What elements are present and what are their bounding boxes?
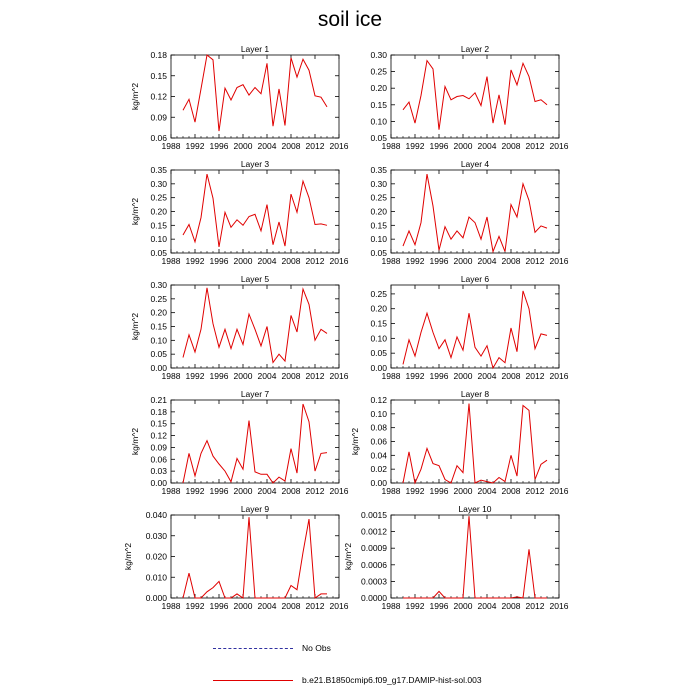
layer-6-x-tick-label: 2016 — [549, 371, 569, 381]
layer-8-x-tick-label: 2012 — [525, 486, 545, 496]
layer-9-y-tick-label: 0.020 — [145, 551, 167, 562]
layer-8-x-tick-label: 2004 — [477, 486, 497, 496]
layer-4-y-tick-label: 0.25 — [370, 192, 387, 203]
layer-10-ylabel: kg/m^2 — [343, 542, 353, 571]
layer-10-y-tick-label: 0.0000 — [361, 593, 387, 603]
layer-10-x-tick-label: 1992 — [405, 601, 425, 611]
layer-7-x-tick-label: 2008 — [281, 486, 301, 496]
layer-3-y-tick-label: 0.15 — [150, 220, 167, 231]
layer-8-y-tick-label: 0.12 — [370, 395, 387, 405]
layer-2-y-tick-label: 0.25 — [370, 66, 387, 77]
layer-8-series-line — [403, 404, 547, 484]
layer-1-y-tick-label: 0.15 — [150, 70, 167, 81]
layer-4-x-tick-label: 2016 — [549, 256, 569, 266]
layer-7-y-tick-label: 0.21 — [150, 395, 167, 405]
layer-1-x-tick-label: 2008 — [281, 141, 301, 151]
layer-6-title: Layer 6 — [460, 274, 490, 284]
layer-9-x-tick-label: 2012 — [305, 601, 325, 611]
layer-1-ylabel: kg/m^2 — [130, 82, 140, 111]
layer-3-x-tick-label: 2004 — [257, 256, 277, 266]
layer-3-y-tick-label: 0.05 — [150, 248, 167, 258]
layer-5-x-tick-label: 1988 — [161, 371, 181, 381]
layer-5-y-tick-label: 0.30 — [150, 280, 167, 290]
layer-8-y-tick-label: 0.00 — [370, 478, 387, 488]
layer-10-x-tick-label: 2016 — [549, 601, 569, 611]
layer-1-x-tick-label: 2004 — [257, 141, 277, 151]
layer-9-y-tick-label: 0.030 — [145, 530, 167, 541]
layer-4-x-tick-label: 1996 — [429, 256, 449, 266]
layer-1-x-tick-label: 1988 — [161, 141, 181, 151]
layer-7-y-tick-label: 0.00 — [150, 478, 167, 488]
layer-5-x-tick-label: 2012 — [305, 371, 325, 381]
layer-3-series-line — [183, 174, 327, 247]
layer-10-x-tick-label: 2012 — [525, 601, 545, 611]
layer-6-x-tick-label: 1996 — [429, 371, 449, 381]
layer-5-title: Layer 5 — [240, 274, 270, 284]
layer-7-y-tick-label: 0.15 — [150, 418, 167, 429]
layer-8-y-tick-label: 0.04 — [370, 450, 387, 461]
layer-3-ylabel: kg/m^2 — [130, 197, 140, 226]
layer-6-x-tick-label: 2012 — [525, 371, 545, 381]
layer-8-x-tick-label: 1988 — [381, 486, 401, 496]
layer-3-x-tick-label: 2012 — [305, 256, 325, 266]
layer-8-x-tick-label: 1992 — [405, 486, 425, 496]
layer-8-y-tick-label: 0.08 — [370, 422, 387, 433]
layer-10-title: Layer 10 — [458, 504, 492, 514]
layer-8-y-tick-label: 0.02 — [370, 464, 387, 475]
layer-6-y-tick-label: 0.25 — [370, 288, 387, 299]
layer-1-x-tick-label: 1996 — [209, 141, 229, 151]
layer-5-x-tick-label: 1992 — [185, 371, 205, 381]
layer-3-title: Layer 3 — [240, 159, 270, 169]
layer-8-x-tick-label: 2016 — [549, 486, 569, 496]
layer-8-x-tick-label: 1996 — [429, 486, 449, 496]
layer-5-x-tick-label: 1996 — [209, 371, 229, 381]
legend-obs-label: No Obs — [302, 643, 331, 653]
layer-8-x-tick-label: 2008 — [501, 486, 521, 496]
layer-4-y-tick-label: 0.20 — [370, 206, 387, 217]
layer-5-y-tick-label: 0.15 — [150, 321, 167, 332]
layer-1-y-tick-label: 0.06 — [150, 133, 167, 143]
layer-9-x-tick-label: 2000 — [233, 601, 253, 611]
layer-3-x-tick-label: 1988 — [161, 256, 181, 266]
layer-7-x-tick-label: 1992 — [185, 486, 205, 496]
layer-6-y-tick-label: 0.00 — [370, 363, 387, 373]
layer-4-x-tick-label: 2004 — [477, 256, 497, 266]
layer-5-x-tick-label: 2008 — [281, 371, 301, 381]
layer-6-y-tick-label: 0.20 — [370, 303, 387, 314]
layer-9-x-tick-label: 2004 — [257, 601, 277, 611]
layer-7-x-tick-label: 2016 — [329, 486, 349, 496]
layer-2-x-tick-label: 2004 — [477, 141, 497, 151]
layer-5-y-tick-label: 0.05 — [150, 349, 167, 360]
layer-7-series-line — [183, 404, 327, 483]
layer-7-title: Layer 7 — [240, 389, 270, 399]
layer-7-y-tick-label: 0.09 — [150, 442, 167, 453]
layer-3-y-tick-label: 0.25 — [150, 192, 167, 203]
layer-5-plot-frame — [171, 285, 339, 368]
layer-3-x-tick-label: 1992 — [185, 256, 205, 266]
layer-7-x-tick-label: 2012 — [305, 486, 325, 496]
layer-3-x-tick-label: 2000 — [233, 256, 253, 266]
layer-5-y-tick-label: 0.00 — [150, 363, 167, 373]
layer-2-x-tick-label: 2012 — [525, 141, 545, 151]
layer-9-y-tick-label: 0.010 — [145, 572, 167, 583]
layer-4-x-tick-label: 2008 — [501, 256, 521, 266]
layer-6-series-line — [403, 291, 547, 368]
layer-8-y-tick-label: 0.06 — [370, 436, 387, 447]
layer-8-x-tick-label: 2000 — [453, 486, 473, 496]
layer-10-x-tick-label: 1988 — [381, 601, 401, 611]
layer-4-x-tick-label: 2012 — [525, 256, 545, 266]
layer-4-title: Layer 4 — [460, 159, 490, 169]
figure-title: soil ice — [317, 8, 383, 31]
layer-9-x-tick-label: 1988 — [161, 601, 181, 611]
layer-7-y-tick-label: 0.03 — [150, 466, 167, 477]
layer-10-series-line — [403, 516, 547, 598]
layer-6-x-tick-label: 1988 — [381, 371, 401, 381]
layer-8-title: Layer 8 — [460, 389, 490, 399]
layer-1-plot-frame — [171, 55, 339, 138]
layer-7-x-tick-label: 1988 — [161, 486, 181, 496]
layer-1-series-line — [183, 55, 327, 131]
layer-9-x-tick-label: 1996 — [209, 601, 229, 611]
layer-6-x-tick-label: 1992 — [405, 371, 425, 381]
layer-9-x-tick-label: 1992 — [185, 601, 205, 611]
layer-2-x-tick-label: 1996 — [429, 141, 449, 151]
layer-4-y-tick-label: 0.35 — [370, 165, 387, 175]
layer-7-x-tick-label: 2004 — [257, 486, 277, 496]
layer-2-series-line — [403, 61, 547, 130]
layer-5-series-line — [183, 288, 327, 363]
layer-3-x-tick-label: 2008 — [281, 256, 301, 266]
layer-4-series-line — [403, 174, 547, 252]
layer-8-ylabel: kg/m^2 — [350, 427, 360, 456]
layer-1-x-tick-label: 2000 — [233, 141, 253, 151]
layer-6-plot-frame — [391, 285, 559, 368]
layer-10-x-tick-label: 1996 — [429, 601, 449, 611]
layer-6-x-tick-label: 2004 — [477, 371, 497, 381]
layer-3-plot-frame — [171, 170, 339, 253]
layer-1-x-tick-label: 2012 — [305, 141, 325, 151]
layer-1-x-tick-label: 1992 — [185, 141, 205, 151]
layer-7-y-tick-label: 0.06 — [150, 454, 167, 465]
layer-5-y-tick-label: 0.25 — [150, 293, 167, 304]
layer-5-ylabel: kg/m^2 — [130, 312, 140, 341]
layer-9-ylabel: kg/m^2 — [123, 542, 133, 571]
layer-10-y-tick-label: 0.0009 — [361, 543, 387, 554]
layer-3-y-tick-label: 0.10 — [150, 234, 167, 245]
layer-4-y-tick-label: 0.30 — [370, 178, 387, 189]
layer-7-x-tick-label: 1996 — [209, 486, 229, 496]
layer-5-y-tick-label: 0.10 — [150, 335, 167, 346]
layer-2-y-tick-label: 0.15 — [370, 99, 387, 110]
layer-6-y-tick-label: 0.05 — [370, 348, 387, 359]
layer-9-series-line — [183, 517, 327, 598]
layer-1-y-tick-label: 0.18 — [150, 50, 167, 60]
layer-2-x-tick-label: 1992 — [405, 141, 425, 151]
layer-2-x-tick-label: 2016 — [549, 141, 569, 151]
layer-6-x-tick-label: 2008 — [501, 371, 521, 381]
layer-1-title: Layer 1 — [240, 44, 270, 54]
layer-5-x-tick-label: 2016 — [329, 371, 349, 381]
layer-2-x-tick-label: 2000 — [453, 141, 473, 151]
layer-4-y-tick-label: 0.10 — [370, 234, 387, 245]
layer-9-y-tick-label: 0.040 — [145, 510, 167, 520]
layer-4-x-tick-label: 1992 — [405, 256, 425, 266]
layer-10-y-tick-label: 0.0012 — [361, 526, 387, 537]
layer-7-y-tick-label: 0.12 — [150, 430, 167, 441]
layer-9-title: Layer 9 — [240, 504, 270, 514]
layer-2-title: Layer 2 — [460, 44, 490, 54]
layer-9-y-tick-label: 0.000 — [145, 593, 167, 603]
layer-10-y-tick-label: 0.0006 — [361, 559, 387, 570]
layer-2-y-tick-label: 0.05 — [370, 133, 387, 143]
layer-2-y-tick-label: 0.20 — [370, 83, 387, 94]
layer-5-x-tick-label: 2004 — [257, 371, 277, 381]
layer-10-x-tick-label: 2004 — [477, 601, 497, 611]
layer-3-y-tick-label: 0.20 — [150, 206, 167, 217]
layer-10-y-tick-label: 0.0015 — [361, 510, 387, 520]
layer-9-x-tick-label: 2008 — [281, 601, 301, 611]
layer-5-y-tick-label: 0.20 — [150, 307, 167, 318]
layer-6-y-tick-label: 0.15 — [370, 318, 387, 329]
layer-10-x-tick-label: 2008 — [501, 601, 521, 611]
layer-7-y-tick-label: 0.18 — [150, 406, 167, 417]
layer-6-x-tick-label: 2000 — [453, 371, 473, 381]
layer-2-x-tick-label: 2008 — [501, 141, 521, 151]
layer-3-x-tick-label: 2016 — [329, 256, 349, 266]
layer-6-y-tick-label: 0.10 — [370, 333, 387, 344]
layer-4-x-tick-label: 2000 — [453, 256, 473, 266]
layer-3-y-tick-label: 0.30 — [150, 178, 167, 189]
layer-1-y-tick-label: 0.12 — [150, 91, 167, 102]
layer-3-y-tick-label: 0.35 — [150, 165, 167, 175]
legend-model-label: b.e21.B1850cmip6.f09_g17.DAMIP-hist-sol.003 — [302, 675, 482, 685]
layer-1-y-tick-label: 0.09 — [150, 112, 167, 123]
layer-4-y-tick-label: 0.05 — [370, 248, 387, 258]
layer-3-x-tick-label: 1996 — [209, 256, 229, 266]
layer-7-ylabel: kg/m^2 — [130, 427, 140, 456]
layer-4-x-tick-label: 1988 — [381, 256, 401, 266]
layer-10-x-tick-label: 2000 — [453, 601, 473, 611]
layer-4-y-tick-label: 0.15 — [370, 220, 387, 231]
layer-9-x-tick-label: 2016 — [329, 601, 349, 611]
layer-2-x-tick-label: 1988 — [381, 141, 401, 151]
layer-2-y-tick-label: 0.10 — [370, 116, 387, 127]
layer-10-y-tick-label: 0.0003 — [361, 576, 387, 587]
layer-1-x-tick-label: 2016 — [329, 141, 349, 151]
layer-2-y-tick-label: 0.30 — [370, 50, 387, 60]
layer-5-x-tick-label: 2000 — [233, 371, 253, 381]
layer-8-y-tick-label: 0.10 — [370, 408, 387, 419]
layer-7-x-tick-label: 2000 — [233, 486, 253, 496]
